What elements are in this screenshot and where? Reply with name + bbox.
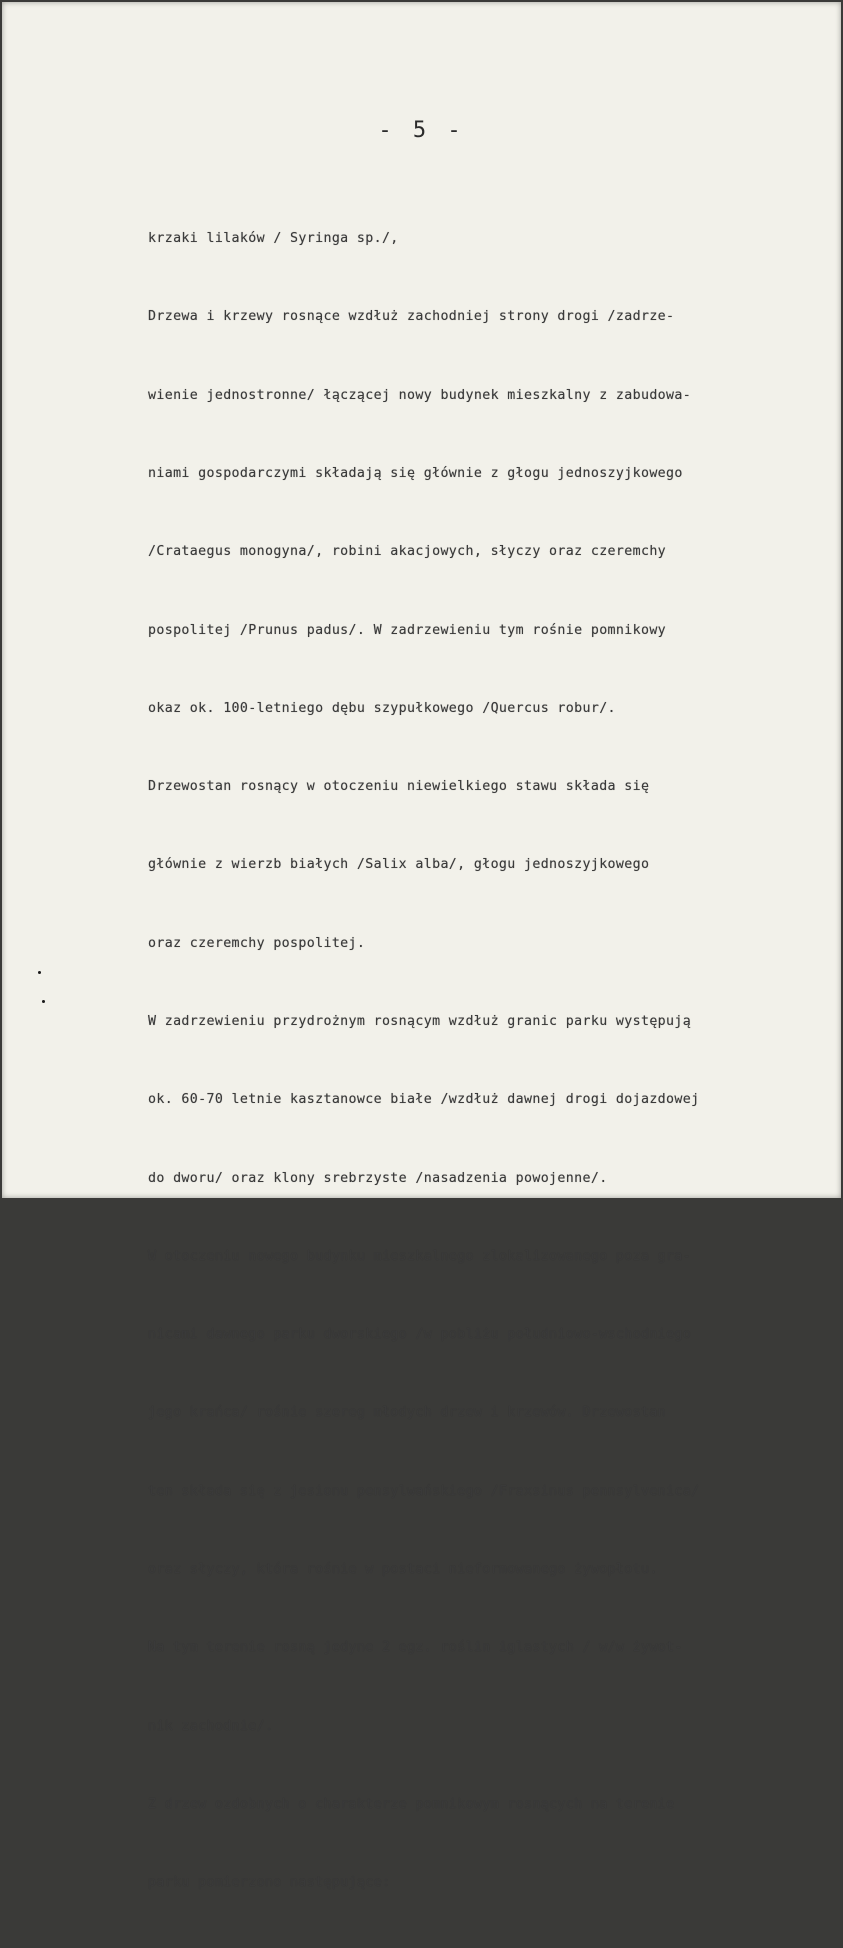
text-line: wienie jednostronne/ łączącej nowy budynek mieszkalny z zabudowa-	[148, 387, 692, 403]
text-line: krzaki lilaków / Syringa sp./,	[148, 231, 399, 247]
text-line: nicami dawnego parku dworskiego /w pobliżu południowo-wschodniego	[148, 1327, 692, 1343]
body-text	[148, 174, 838, 1948]
text-line: pospolitej /Prunus padus/. W zadrzewieniu tym rośnie pomnikowy	[148, 622, 667, 638]
text-line: jego krańca/ rośnie szereg młodych drzew i krzewów. Drzewostan	[148, 1405, 667, 1421]
page-number: - 5 -	[378, 118, 465, 143]
text-line: oraz słyczy, która rośnie w postaci nieformowanego żywopłotu.	[148, 1561, 658, 1577]
margin-mark	[38, 971, 41, 974]
text-line: ok. 60-70 letnie kasztanowce białe /wzdłuż dawnej drogi dojazdowej	[148, 1092, 700, 1108]
text-line: niami gospodarczymi składają się głównie z głogu jednoszyjkowego	[148, 466, 683, 482]
text-line: głównie z wierzb białych /Salix alba/, głogu jednoszyjkowego	[148, 857, 650, 873]
document-page	[2, 2, 841, 1891]
text-line: ten składa się z jesionu pensylwańskiego /Fraxsinus pennsylvenica/	[148, 1483, 700, 1499]
text-line: parku pomierzono następujące:	[148, 1875, 391, 1891]
text-line: W otoczeniu nowego budynku mieszkalnego zlokalizowanego poza gra-	[148, 1248, 692, 1264]
text-line: do dworu/ oraz klony srebrzyste /nasadzenia powojenne/.	[148, 1170, 608, 1186]
text-line: Drzewostan rosnący w otoczeniu niewielkiego stawu składa się	[148, 779, 650, 795]
text-line: Drzewa i krzewy rosnące wzdłuż zachodniej strony drogi /zadrze-	[148, 309, 675, 325]
text-line: /Crataegus monogyna/, robini akacjowych, słyczy oraz czeremchy	[148, 544, 667, 560]
text-line: Na tym terenie rosną jedyne 2 egz. roślin iglastych / w/w żywot-	[148, 1640, 683, 1656]
text-line: okaz ok. 100-letniego dębu szypułkowego /Quercus robur/.	[148, 700, 616, 716]
text-line: nik zachodnie/.	[148, 1718, 274, 1734]
text-line: Z drzew ozdobnych o charakterze pomnikowym rosnących na terenie	[148, 1796, 675, 1812]
text-line: oraz czeremchy pospolitej.	[148, 935, 366, 951]
margin-mark	[42, 1000, 45, 1003]
text-line: W zadrzewieniu przydrożnym rosnącym wzdłuż granic parku występują	[148, 1014, 692, 1029]
